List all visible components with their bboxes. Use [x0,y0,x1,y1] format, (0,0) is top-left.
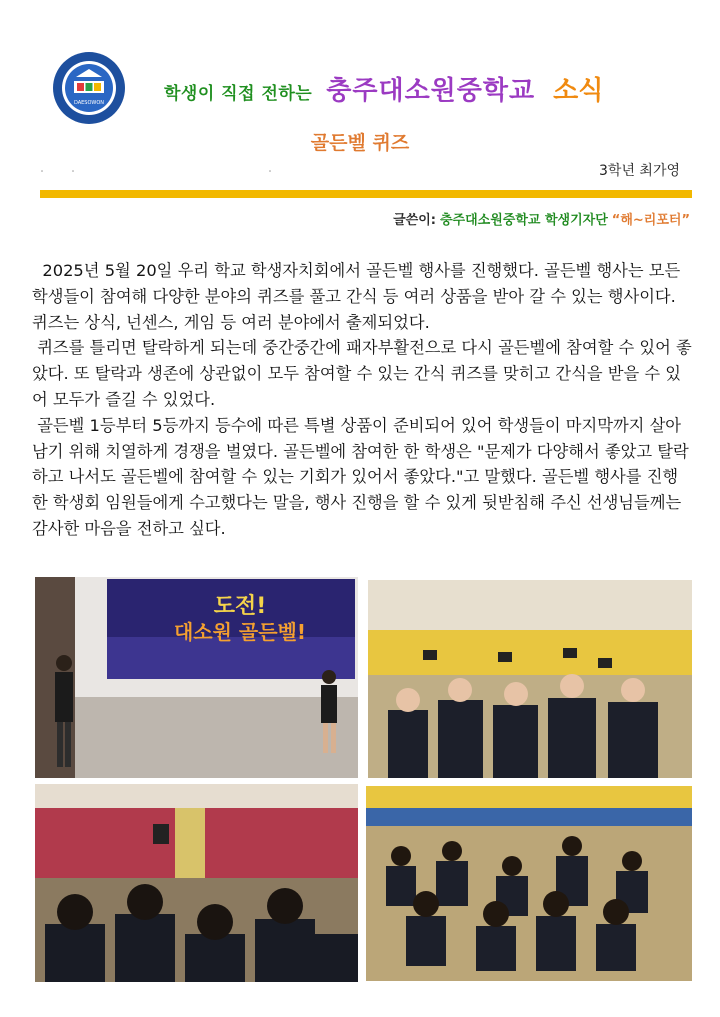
svg-text:대소원 골든벨!: 대소원 골든벨! [173,620,307,644]
decorative-dots [38,168,278,174]
divider-bar [40,190,692,198]
article-body [32,258,692,542]
photo-stage [35,577,358,778]
writer-line [393,209,690,228]
photo-students-floor [366,786,692,981]
writer-label: 글쓴이: [393,213,436,228]
school-logo [52,51,126,125]
title-news-label: 소식 [553,76,604,106]
newsletter-header [38,44,690,122]
title-school-name: 충주대소원중학교 [326,76,536,106]
photo-students-raising [35,784,358,982]
article-title: 골든벨 퀴즈 [310,132,410,154]
paragraph: 골든벨 1등부터 5등까지 등수에 따른 특별 상품이 준비되어 있어 학생들이 마지막까지 살아남기 위해 치열하게 경쟁을 벌였다. 골든벨에 참여한 한 학생은 "문제가 다양해서 좋았고 탈락하고 나서도 골든벨에 참여할 수 있는 기회가 있어서 좋았다."고 말했다. 골든벨 행사를 진행한 학생회 임원들에게 수고했다는 말을, 행사 진행을 할 수 있게 뒷받침해 주신 선생님들께는 감사한 마음을 전하고 싶다. [32,415,689,538]
paragraph: 2025년 5월 20일 우리 학교 학생자치회에서 골든벨 행사를 진행했다. 골든벨 행사는 모든 학생들이 참여해 다양한 분야의 퀴즈를 풀고 간식 등 여러 상품을 받아 갈 수 있는 행사이다. 퀴즈는 상식, 넌센스, 게임 등 여러 분야에서 출제되었다. [32,261,686,332]
svg-text:도전!: 도전! [213,594,267,619]
paragraph: 퀴즈를 틀리면 탈락하게 되는데 중간중간에 패자부활전으로 다시 골든벨에 참여할 수 있어 좋았다. 또 탈락과 생존에 상관없이 모두 참여할 수 있는 간식 퀴즈를 맞히고 간식을 받을 수 있어 모두가 즐길 수 있었다. [32,338,692,409]
svg-text:DAESOWON: DAESOWON [73,100,105,106]
writer-team: 충주대소원중학교 학생기자단 [440,213,608,228]
photo-students-boards [368,580,692,778]
title-subtitle: 학생이 직접 전하는 [164,84,313,104]
newsletter-title [164,70,603,107]
article-byline: 3학년 최가영 [599,163,680,179]
writer-name: “해~리포터” [611,213,690,228]
